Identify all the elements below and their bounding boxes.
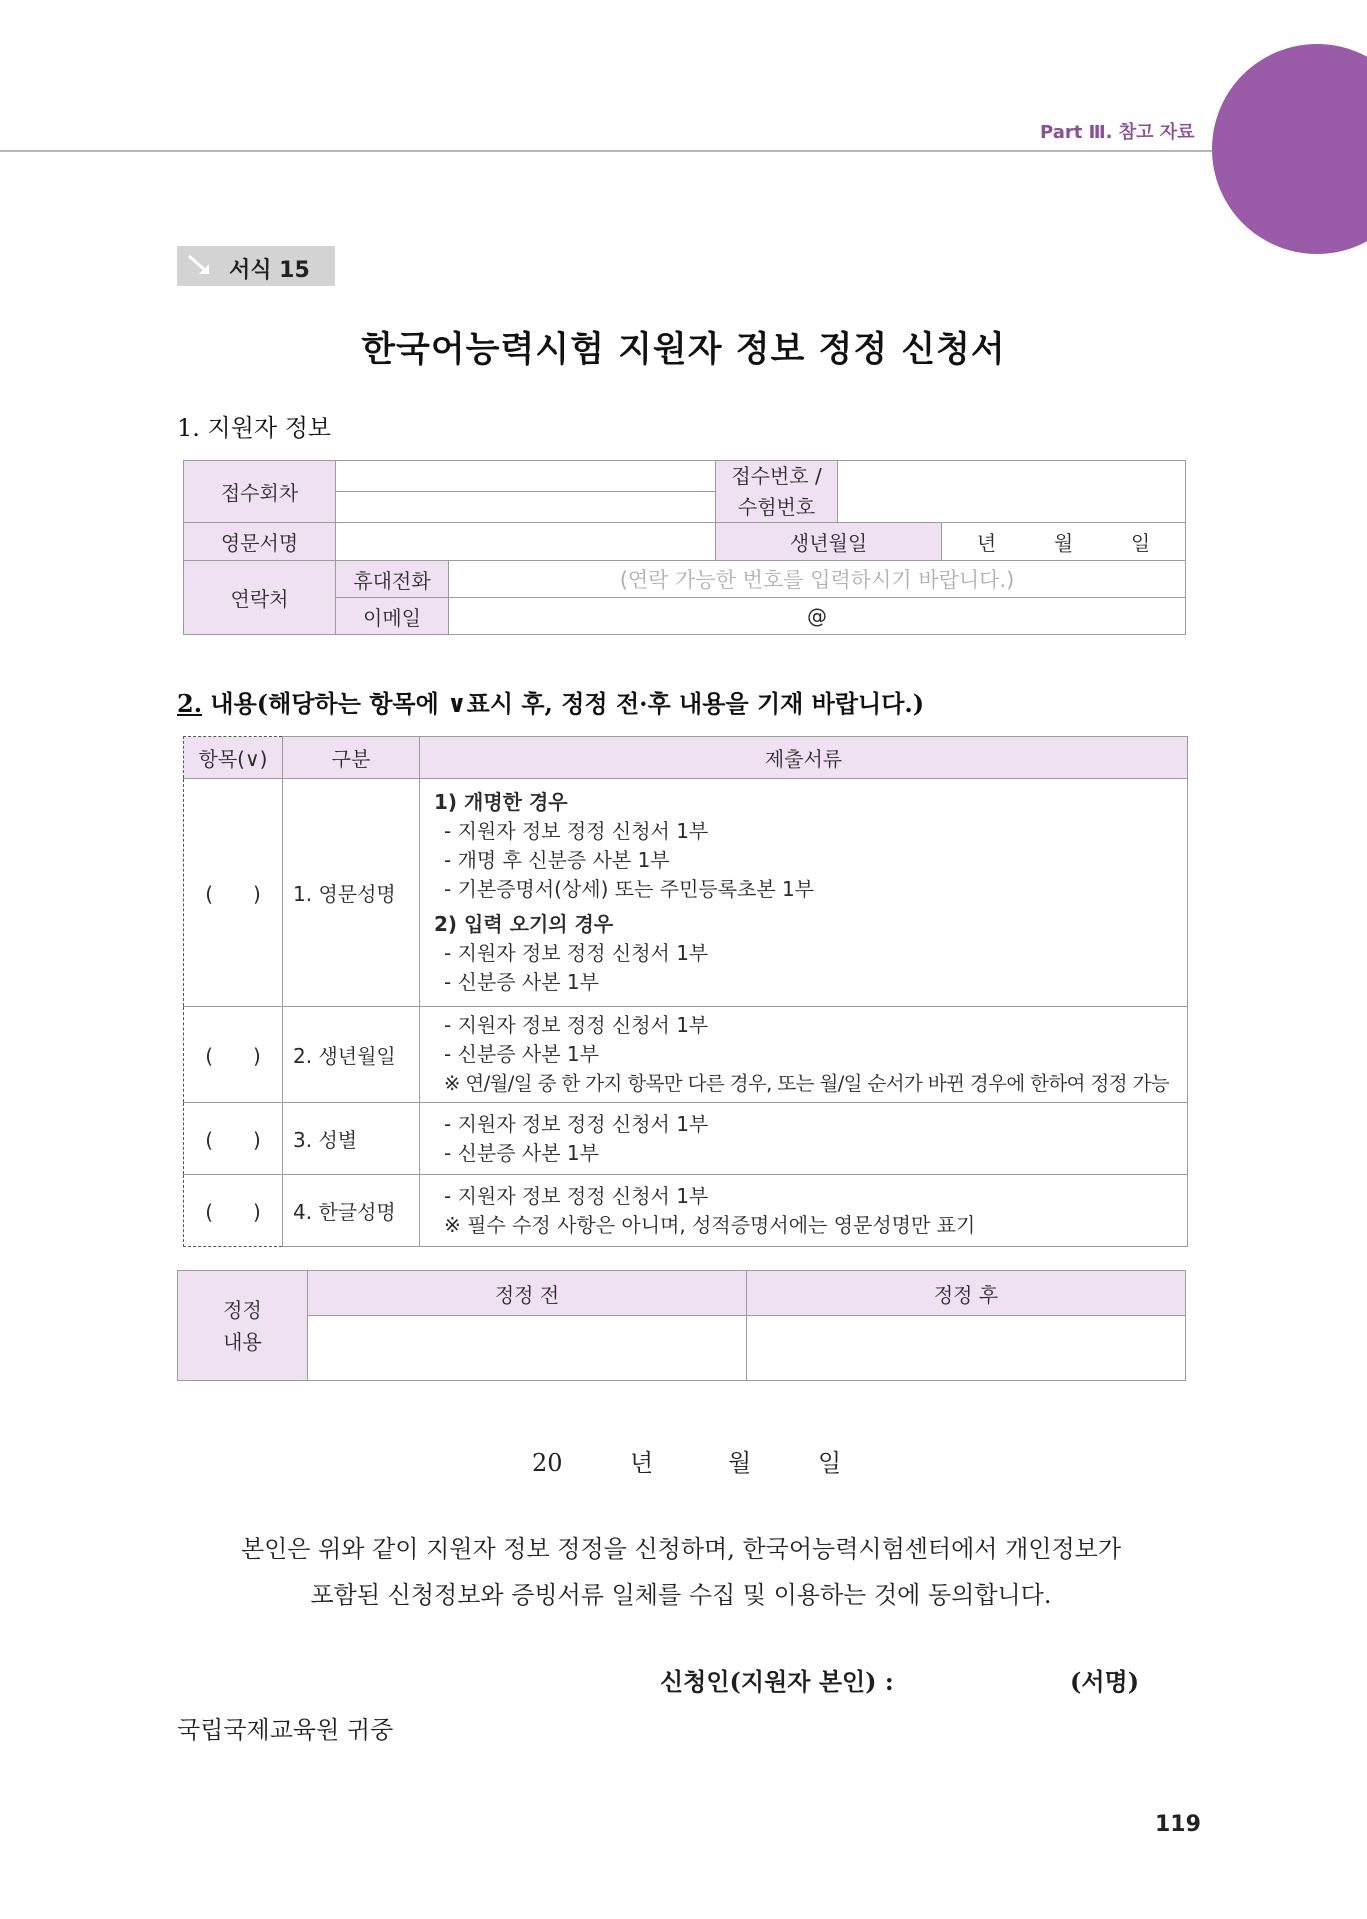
table-row [184, 1103, 1188, 1175]
receipt-number-label: 접수번호 / [716, 461, 838, 492]
list-item: - 지원자 정보 정정 신청서 1부 [444, 1111, 709, 1136]
date-day-label: 일 [818, 1449, 842, 1477]
consent-statement [177, 1526, 1185, 1618]
application-date [532, 1443, 841, 1478]
consent-line: 본인은 위와 같이 지원자 정보 정정을 신청하며, 한국어능력시험센터에서 개인정보가 [240, 1535, 1122, 1563]
list-item: - 개명 후 신분증 사본 1부 [444, 848, 670, 872]
arrow-down-right-icon [185, 252, 213, 280]
receipt-round-field[interactable] [336, 461, 716, 492]
list-item: - 지원자 정보 정정 신청서 1부 [444, 1183, 709, 1208]
table-row [184, 1175, 1188, 1247]
section1-heading: 1. 지원자 정보 [177, 414, 332, 442]
list-item: - 기본증명서(상세) 또는 주민등록초본 1부 [444, 877, 815, 901]
contact-label: 연락처 [184, 561, 336, 635]
correction-label-line2: 내용 [223, 1329, 262, 1354]
english-name-label: 영문서명 [184, 523, 336, 561]
col-item-header: 항목(∨) [184, 737, 283, 779]
note: ※ 필수 수정 사항은 아니며, 성적증명서에는 영문성명만 표기 [444, 1212, 976, 1237]
list-item: - 지원자 정보 정정 신청서 1부 [444, 819, 709, 843]
category-label: 1. 영문성명 [283, 779, 420, 1007]
applicant-info-table [183, 460, 1186, 635]
before-header: 정정 전 [308, 1271, 747, 1316]
required-docs [420, 779, 1188, 1007]
date-month-label: 월 [728, 1449, 752, 1477]
receipt-number-field[interactable] [838, 461, 1186, 523]
birth-date-label: 생년월일 [716, 523, 942, 561]
receipt-round-field-cont [336, 492, 716, 523]
list-item: - 지원자 정보 정정 신청서 1부 [444, 1013, 709, 1037]
correction-items-table [183, 736, 1188, 1247]
applicant-label: 신청인(지원자 본인) : [660, 1667, 894, 1696]
birth-month-label: 월 [1053, 531, 1074, 555]
table-row [184, 779, 1188, 1007]
required-docs [420, 1103, 1188, 1175]
required-docs [420, 1175, 1188, 1247]
correction-content-label [178, 1271, 308, 1381]
email-field[interactable]: @ [449, 598, 1186, 635]
date-prefix: 20 [532, 1449, 563, 1477]
sub-heading: 1) 개명한 경우 [434, 790, 568, 814]
category-label: 2. 생년월일 [283, 1007, 420, 1103]
header-decoration [1212, 44, 1367, 254]
date-year-label: 년 [630, 1449, 654, 1477]
note: ※ 연/월/일 중 한 가지 항목만 다른 경우, 또는 월/일 순서가 바뀐 경우에 한하여 정정 가능 [444, 1072, 1170, 1095]
consent-line: 포함된 신청정보와 증빙서류 일체를 수집 및 이용하는 것에 동의합니다. [310, 1581, 1052, 1609]
exam-number-label: 수험번호 [716, 492, 838, 523]
page-number: 119 [1155, 1812, 1201, 1837]
col-docs-header: 제출서류 [420, 737, 1188, 779]
mobile-field[interactable]: (연락 가능한 번호를 입력하시기 바랍니다.) [449, 561, 1186, 598]
after-header: 정정 후 [747, 1271, 1186, 1316]
birth-date-field[interactable] [942, 523, 1186, 561]
form-number: 서식 15 [229, 258, 310, 283]
category-label: 3. 성별 [283, 1103, 420, 1175]
receipt-round-label: 접수회차 [184, 461, 336, 523]
table-row [184, 1007, 1188, 1103]
section2-title: 내용(해당하는 항목에 ∨표시 후, 정정 전·후 내용을 기재 바랍니다.) [210, 689, 925, 718]
part-label: Part Ⅲ. 참고 자료 [1040, 122, 1195, 143]
correction-label-line1: 정정 [223, 1297, 262, 1322]
checkbox-korean-name[interactable]: ( ) [184, 1175, 283, 1247]
category-label: 4. 한글성명 [283, 1175, 420, 1247]
list-item: - 신분증 사본 1부 [444, 970, 599, 994]
col-category-header: 구분 [283, 737, 420, 779]
document-title: 한국어능력시험 지원자 정보 정정 신청서 [361, 329, 1006, 370]
addressee: 국립국제교육원 귀중 [177, 1716, 394, 1744]
sub-heading: 2) 입력 오기의 경우 [434, 912, 614, 936]
birth-day-label: 일 [1130, 531, 1151, 555]
signature-label: (서명) [1070, 1667, 1140, 1696]
list-item: - 신분증 사본 1부 [444, 1140, 599, 1165]
mobile-label: 휴대전화 [336, 561, 449, 598]
required-docs [420, 1007, 1188, 1103]
birth-year-label: 년 [976, 531, 997, 555]
checkbox-gender[interactable]: ( ) [184, 1103, 283, 1175]
after-field[interactable] [747, 1316, 1186, 1381]
english-name-field[interactable] [336, 523, 716, 561]
correction-content-table [177, 1270, 1186, 1381]
before-field[interactable] [308, 1316, 747, 1381]
header-divider [0, 150, 1212, 152]
form-number-tag [177, 246, 335, 286]
checkbox-birth-date[interactable]: ( ) [184, 1007, 283, 1103]
list-item: - 신분증 사본 1부 [444, 1042, 599, 1066]
section2-number: 2. [177, 689, 203, 718]
checkbox-english-name[interactable]: ( ) [184, 779, 283, 1007]
list-item: - 지원자 정보 정정 신청서 1부 [444, 941, 709, 965]
email-label: 이메일 [336, 598, 449, 635]
section2-heading [177, 684, 924, 719]
